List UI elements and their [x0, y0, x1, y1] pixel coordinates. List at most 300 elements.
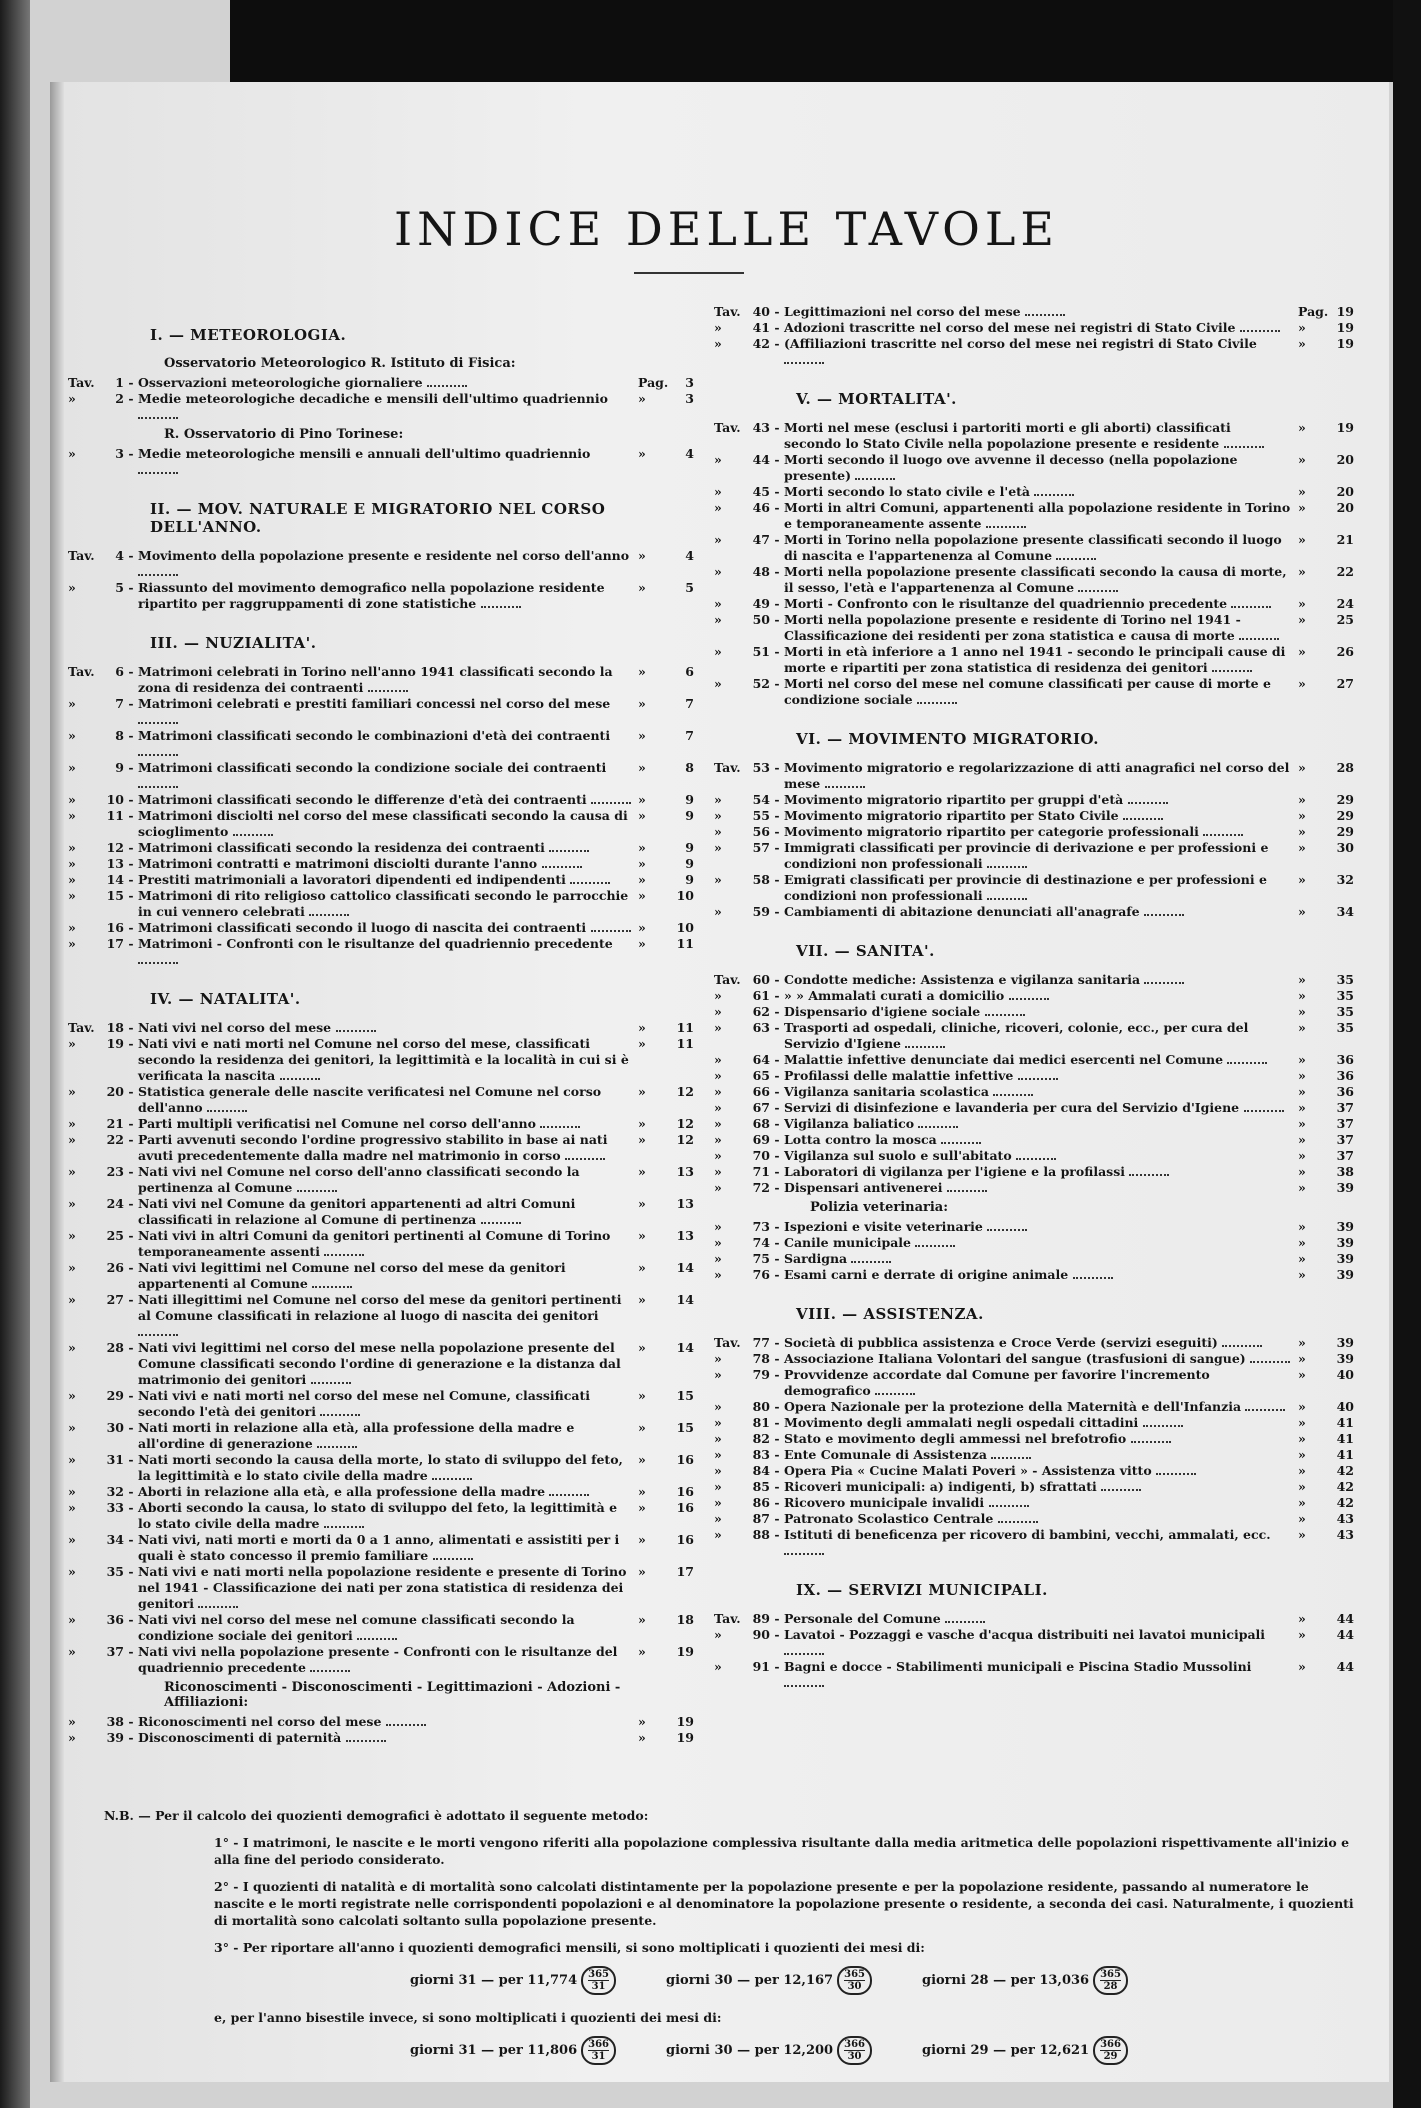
- entry-dash: -: [774, 532, 780, 547]
- page-abbrev: »: [1298, 484, 1306, 499]
- page-abbrev: »: [638, 1020, 646, 1035]
- page-abbrev: »: [1298, 1235, 1306, 1250]
- index-entry: [68, 728, 694, 760]
- table-number: 69: [752, 1132, 770, 1147]
- table-number: 5: [115, 580, 124, 595]
- entry-dash: -: [774, 1004, 780, 1019]
- page-abbrev: »: [1298, 872, 1306, 887]
- index-entry: [714, 1235, 1354, 1251]
- table-number: 64: [752, 1052, 770, 1067]
- table-number: 53: [752, 760, 770, 775]
- table-number: 33: [106, 1500, 124, 1515]
- page-ref: [632, 1612, 694, 1628]
- page-abbrev: »: [1298, 1020, 1306, 1035]
- entry-title: Ricovero municipale invalidi: [784, 1495, 1292, 1511]
- entry-title: Morti nel corso del mese nel comune classificati per cause di morte e condizione sociale: [784, 676, 1271, 707]
- entry-title: Aborti secondo la causa, lo stato di sviluppo del feto, la legittimità e lo stato civile della madre: [138, 1500, 618, 1531]
- entry-title: Ente Comunale di Assistenza: [784, 1447, 1292, 1463]
- table-abbrev: »: [68, 936, 76, 951]
- page-ref: [1292, 1116, 1354, 1132]
- page-abbrev: »: [1298, 1463, 1306, 1478]
- page-abbrev: »: [638, 1564, 646, 1579]
- page-abbrev: »: [638, 936, 646, 951]
- entry-title: Morti in Torino nella popolazione presente classificati secondo il luogo di nascita e l'appartenenza al Comune: [784, 532, 1282, 563]
- page-abbrev: »: [1298, 612, 1306, 627]
- page-number: 20: [1336, 500, 1354, 515]
- section-heading: IX. — SERVIZI MUNICIPALI.: [796, 1581, 1048, 1599]
- page-abbrev: »: [1298, 1164, 1306, 1179]
- index-entry: [714, 1495, 1354, 1511]
- entry-dash: -: [128, 1730, 134, 1745]
- table-number: 44: [752, 452, 770, 467]
- table-number: 52: [752, 676, 770, 691]
- index-entry: [714, 500, 1354, 532]
- page-number: 16: [676, 1452, 694, 1467]
- entry-title: Morti nella popolazione presente e residente di Torino nel 1941 - Classificazione dei residenti per zona statistica e causa di morte: [784, 612, 1292, 644]
- entry-dash: -: [774, 1463, 780, 1478]
- entry-title: Esami carni e derrate di origine animale: [784, 1267, 1292, 1283]
- dot-leader: [986, 526, 1026, 528]
- page-ref: [1292, 760, 1354, 776]
- page-abbrev: »: [1298, 1527, 1306, 1542]
- entry-title: Opera Pia « Cucine Malati Poveri » - Assistenza vitto: [784, 1463, 1292, 1479]
- entry-title: Emigrati classificati per provincie di destinazione e per professioni e condizioni non professionali: [784, 872, 1267, 903]
- dot-leader: [1156, 1473, 1196, 1475]
- fraction-denominator: 30: [847, 2051, 862, 2062]
- table-number: 55: [752, 808, 770, 823]
- page-ref: [1292, 532, 1354, 548]
- table-number: 90: [752, 1627, 770, 1642]
- fraction-numerator: 366: [588, 2039, 609, 2050]
- page-abbrev: »: [1298, 676, 1306, 691]
- index-entry: [714, 904, 1354, 920]
- table-number: 88: [752, 1527, 770, 1542]
- page-ref: [632, 1340, 694, 1356]
- index-entry: [714, 872, 1354, 904]
- table-number: 56: [752, 824, 770, 839]
- entry-dash: -: [128, 1228, 134, 1243]
- table-number: 15: [106, 888, 124, 903]
- table-number: 51: [752, 644, 770, 659]
- dot-leader: [1231, 606, 1271, 608]
- entry-title: Malattie infettive denunciate dai medici esercenti nel Comune: [784, 1052, 1292, 1068]
- index-entry: [714, 1399, 1354, 1415]
- table-abbrev: »: [714, 1511, 722, 1526]
- dot-leader: [1144, 914, 1184, 916]
- entry-title: Medie meteorologiche decadiche e mensili dell'ultimo quadriennio: [138, 391, 632, 423]
- page-number: 36: [1336, 1052, 1354, 1067]
- entry-dash: -: [128, 391, 134, 406]
- table-abbrev: »: [714, 644, 722, 659]
- binding-shadow: [0, 0, 30, 2108]
- page-abbrev: »: [1298, 644, 1306, 659]
- table-abbrev: »: [714, 1495, 722, 1510]
- page-abbrev: »: [1298, 1100, 1306, 1115]
- page-abbrev: »: [638, 1500, 646, 1515]
- page-ref: [632, 1484, 694, 1500]
- page-number: 14: [676, 1260, 694, 1275]
- section-heading: IV. — NATALITA'.: [150, 990, 301, 1008]
- entry-title: Osservazioni meteorologiche giornaliere: [138, 375, 632, 391]
- page-abbrev: »: [1298, 1511, 1306, 1526]
- table-number: 14: [106, 872, 124, 887]
- page-ref: [1292, 676, 1354, 692]
- table-abbrev: »: [714, 824, 722, 839]
- page-abbrev: »: [638, 1036, 646, 1051]
- entry-title: Trasporti ad ospedali, cliniche, ricoveri, colonie, ecc., per cura del Servizio d'Igiene: [784, 1020, 1249, 1051]
- index-entry: [68, 1036, 694, 1084]
- page-ref: [1292, 904, 1354, 920]
- page-abbrev: »: [638, 856, 646, 871]
- page-abbrev: »: [1298, 452, 1306, 467]
- table-abbrev: »: [68, 792, 76, 807]
- table-abbrev: »: [714, 1020, 722, 1035]
- page-abbrev: »: [1298, 972, 1306, 987]
- page-abbrev: »: [638, 1420, 646, 1435]
- table-abbrev: »: [68, 1260, 76, 1275]
- multiplier-formula: [666, 1966, 872, 1995]
- entry-title: Matrimoni celebrati e prestiti familiari concessi nel corso del mese: [138, 696, 632, 728]
- fraction: [1093, 1966, 1128, 1995]
- page-ref: [632, 808, 694, 824]
- index-entry: [68, 936, 694, 968]
- table-number: 78: [752, 1351, 770, 1366]
- page-number: 35: [1336, 1020, 1354, 1035]
- entry-dash: -: [774, 1164, 780, 1179]
- page-number: 3: [685, 375, 694, 390]
- page-number: 10: [676, 920, 694, 935]
- index-entry: [714, 1659, 1354, 1691]
- index-entry: [68, 888, 694, 920]
- formula-label: giorni 31 — per 11,806: [410, 2043, 578, 2058]
- entry-title: Immigrati classificati per provincie di derivazione e per professioni e condizioni non professionali: [784, 840, 1269, 871]
- fraction-denominator: 28: [1103, 1981, 1118, 1992]
- index-entry: [68, 696, 694, 728]
- entry-title: Adozioni trascritte nel corso del mese nei registri di Stato Civile: [784, 320, 1292, 336]
- table-number: 42: [752, 336, 770, 351]
- formula-row-standard: [184, 1966, 1354, 1995]
- table-abbrev: »: [68, 1116, 76, 1131]
- entry-title: Matrimoni classificati secondo le combinazioni d'età dei contraenti: [138, 728, 632, 760]
- entry-title: Morti - Confronto con le risultanze del quadriennio precedente: [784, 596, 1292, 612]
- entry-dash: -: [128, 548, 134, 563]
- page-ref: [1292, 824, 1354, 840]
- table-abbrev: »: [714, 1367, 722, 1382]
- page-ref: [632, 1532, 694, 1548]
- dot-leader: [542, 866, 582, 868]
- page-number: 13: [676, 1196, 694, 1211]
- table-abbrev: »: [68, 728, 76, 743]
- index-entry: [714, 1447, 1354, 1463]
- table-number: 31: [106, 1452, 124, 1467]
- index-entry: [68, 1612, 694, 1644]
- page-abbrev: »: [638, 1714, 646, 1729]
- page-ref: [1292, 1004, 1354, 1020]
- page-ref: [1292, 1463, 1354, 1479]
- dot-leader: [311, 1382, 351, 1384]
- index-entry: [714, 824, 1354, 840]
- page-ref: [1292, 1132, 1354, 1148]
- dot-leader: [336, 1030, 376, 1032]
- dot-leader: [918, 1126, 958, 1128]
- page-ref: [632, 1714, 694, 1730]
- page-number: 38: [1336, 1164, 1354, 1179]
- fraction-numerator: 365: [844, 1969, 865, 1980]
- page-abbrev: »: [1298, 1415, 1306, 1430]
- page-number: 18: [676, 1612, 694, 1627]
- page-number: 20: [1336, 484, 1354, 499]
- page-ref: [632, 391, 694, 407]
- index-entry: [714, 1020, 1354, 1052]
- page-ref: [1292, 1335, 1354, 1351]
- page-abbrev: »: [638, 1116, 646, 1131]
- table-number: 29: [106, 1388, 124, 1403]
- dot-leader: [549, 1494, 589, 1496]
- page-abbrev: Pag.: [1298, 304, 1329, 319]
- index-entry: [68, 1388, 694, 1420]
- entry-dash: -: [774, 1020, 780, 1035]
- table-abbrev: »: [714, 1415, 722, 1430]
- table-number: 28: [106, 1340, 124, 1355]
- dot-leader: [138, 722, 178, 724]
- table-abbrev: »: [68, 1228, 76, 1243]
- table-abbrev: »: [714, 1431, 722, 1446]
- page-ref: [1292, 320, 1354, 336]
- page-abbrev: »: [638, 840, 646, 855]
- table-number: 67: [752, 1100, 770, 1115]
- index-entry: [68, 1260, 694, 1292]
- table-abbrev: »: [68, 1164, 76, 1179]
- table-number: 22: [106, 1132, 124, 1147]
- dot-leader: [905, 1046, 945, 1048]
- table-abbrev: »: [68, 580, 76, 595]
- page-title: INDICE DELLE TAVOLE: [394, 202, 1059, 256]
- entry-dash: -: [774, 972, 780, 987]
- index-entry: [714, 304, 1354, 320]
- page-ref: [1292, 872, 1354, 888]
- index-entry: [68, 375, 694, 391]
- page-number: 40: [1336, 1367, 1354, 1382]
- page-abbrev: »: [1298, 1068, 1306, 1083]
- entry-dash: -: [774, 336, 780, 351]
- index-entry: [68, 1020, 694, 1036]
- entry-dash: -: [128, 840, 134, 855]
- page-ref: [1292, 972, 1354, 988]
- index-entry: [714, 452, 1354, 484]
- entry-title: Vigilanza sanitaria scolastica: [784, 1084, 1292, 1100]
- index-entry: [68, 1730, 694, 1746]
- entry-dash: -: [128, 1452, 134, 1467]
- page-ref: [1292, 336, 1354, 352]
- entry-dash: -: [774, 872, 780, 887]
- page-number: 44: [1336, 1659, 1354, 1674]
- page-abbrev: »: [1298, 824, 1306, 839]
- entry-dash: -: [774, 840, 780, 855]
- index-entry: [714, 564, 1354, 596]
- page-abbrev: »: [1298, 564, 1306, 579]
- dot-leader: [1250, 1361, 1290, 1363]
- dot-leader: [1227, 1062, 1267, 1064]
- index-entry: [68, 1564, 694, 1612]
- page-number: 39: [1336, 1335, 1354, 1350]
- dot-leader: [987, 898, 1027, 900]
- index-entry: [68, 1500, 694, 1532]
- table-abbrev: »: [68, 808, 76, 823]
- entry-title: Movimento migratorio ripartito per categorie professionali: [784, 824, 1292, 840]
- page-abbrev: »: [638, 548, 646, 563]
- table-number: 11: [106, 808, 124, 823]
- dot-leader: [138, 574, 178, 576]
- index-entry: [68, 1420, 694, 1452]
- entry-dash: -: [774, 760, 780, 775]
- entry-title: Nati vivi e nati morti nel corso del mese nel Comune, classificati secondo l'età dei genitori: [138, 1388, 590, 1419]
- page-abbrev: »: [1298, 1495, 1306, 1510]
- table-number: 41: [752, 320, 770, 335]
- table-number: 63: [752, 1020, 770, 1035]
- dot-leader: [947, 1190, 987, 1192]
- entry-title: Nati vivi, nati morti e morti da 0 a 1 anno, alimentati e assistiti per i quali è stato concesso il premio familiare: [138, 1532, 620, 1563]
- page-ref: [632, 728, 694, 744]
- index-entry: [714, 1431, 1354, 1447]
- index-entry: [68, 580, 694, 612]
- dot-leader: [570, 882, 610, 884]
- dot-leader: [1025, 314, 1065, 316]
- entry-dash: -: [128, 1420, 134, 1435]
- table-number: 38: [106, 1714, 124, 1729]
- dot-leader: [1123, 818, 1163, 820]
- page-ref: [1292, 1148, 1354, 1164]
- multiplier-formula: [922, 2036, 1128, 2065]
- entry-dash: -: [774, 564, 780, 579]
- title-underline: [634, 272, 744, 274]
- entry-title: Parti avvenuti secondo l'ordine progressivo stabilito in base ai nati avuti precedentemente dalla madre nel matrimonio in corso: [138, 1132, 608, 1163]
- page-ref: [632, 1196, 694, 1212]
- page-ref: [1292, 1611, 1354, 1627]
- page-number: 3: [685, 391, 694, 406]
- page-number: 9: [685, 856, 694, 871]
- entry-title: Morti in altri Comuni, appartenenti alla popolazione residente in Torino e temporaneamente assente: [784, 500, 1291, 531]
- index-entry: [68, 760, 694, 792]
- entry-dash: -: [128, 1132, 134, 1147]
- index-entry: [68, 1196, 694, 1228]
- dot-leader: [297, 1190, 337, 1192]
- page-number: 11: [676, 1036, 694, 1051]
- table-abbrev: Tav.: [68, 664, 95, 679]
- table-number: 79: [752, 1367, 770, 1382]
- page-ref: [632, 1292, 694, 1308]
- page-ref: [1292, 988, 1354, 1004]
- page-number: 14: [676, 1340, 694, 1355]
- page-abbrev: »: [1298, 1611, 1306, 1626]
- page-number: 12: [676, 1132, 694, 1147]
- section-heading: II. — MOV. NATURALE E MIGRATORIO NEL CORSO DELL'ANNO.: [150, 500, 606, 536]
- entry-title: Dispensario d'igiene sociale: [784, 1004, 1292, 1020]
- page-abbrev: »: [1298, 1219, 1306, 1234]
- page-number: 36: [1336, 1068, 1354, 1083]
- entry-dash: -: [774, 1267, 780, 1282]
- entry-dash: -: [774, 596, 780, 611]
- dot-leader: [317, 1446, 357, 1448]
- entry-title: Patronato Scolastico Centrale: [784, 1511, 1292, 1527]
- page-ref: [632, 856, 694, 872]
- page-number: 37: [1336, 1100, 1354, 1115]
- table-number: 46: [752, 500, 770, 515]
- entry-title: Stato e movimento degli ammessi nel brefotrofio: [784, 1431, 1292, 1447]
- section-heading: VII. — SANITA'.: [796, 942, 935, 960]
- page-ref: [1292, 1164, 1354, 1180]
- table-abbrev: »: [68, 1388, 76, 1403]
- page-ref: [632, 375, 694, 391]
- entry-title: Bagni e docce - Stabilimenti municipali e Piscina Stadio Mussolini: [784, 1659, 1292, 1691]
- page-abbrev: »: [1298, 1116, 1306, 1131]
- table-abbrev: »: [714, 1235, 722, 1250]
- dot-leader: [320, 1414, 360, 1416]
- page-ref: [632, 696, 694, 712]
- page-ref: [632, 1500, 694, 1516]
- dot-leader: [825, 786, 865, 788]
- page-abbrev: »: [1298, 904, 1306, 919]
- entry-dash: -: [128, 1292, 134, 1307]
- page-number: 39: [1336, 1219, 1354, 1234]
- note-point-4: e, per l'anno bisestile invece, si sono moltiplicati i quozienti dei mesi di:: [214, 2010, 722, 2025]
- entry-title: (Affiliazioni trascritte nel corso del mese nei registri di Stato Civile: [784, 336, 1292, 368]
- page-abbrev: »: [1298, 320, 1306, 335]
- section-heading: V. — MORTALITA'.: [796, 390, 957, 408]
- index-entry: [714, 792, 1354, 808]
- entry-title: Nati vivi legittimi nel Comune nel corso del mese da genitori appartenenti al Comune: [138, 1260, 566, 1291]
- entry-dash: -: [774, 1479, 780, 1494]
- scan-right-border: [1393, 0, 1421, 2108]
- dot-leader: [1245, 1409, 1285, 1411]
- page-number: 42: [1336, 1495, 1354, 1510]
- document-page: [64, 82, 1389, 2082]
- entry-title: Morti secondo il luogo ove avvenne il decesso (nella popolazione presente): [784, 452, 1238, 483]
- entry-title: » » Ammalati curati a domicilio: [784, 988, 1292, 1004]
- table-abbrev: »: [68, 856, 76, 871]
- page-number: 42: [1336, 1479, 1354, 1494]
- dot-leader: [386, 1724, 426, 1726]
- page-number: 39: [1336, 1267, 1354, 1282]
- index-entry: [68, 1452, 694, 1484]
- page-number: 44: [1336, 1611, 1354, 1626]
- formula-label: giorni 30 — per 12,167: [666, 1973, 834, 1988]
- table-number: 26: [106, 1260, 124, 1275]
- page-abbrev: »: [1298, 500, 1306, 515]
- table-number: 30: [106, 1420, 124, 1435]
- entry-dash: -: [774, 500, 780, 515]
- index-entry: [714, 420, 1354, 452]
- table-abbrev: »: [68, 872, 76, 887]
- table-abbrev: »: [714, 452, 722, 467]
- dot-leader: [1018, 1078, 1058, 1080]
- table-number: 80: [752, 1399, 770, 1414]
- index-entry: [68, 792, 694, 808]
- entry-dash: -: [774, 1180, 780, 1195]
- page-abbrev: »: [638, 1612, 646, 1627]
- table-abbrev: »: [714, 564, 722, 579]
- table-number: 72: [752, 1180, 770, 1195]
- table-abbrev: »: [714, 1164, 722, 1179]
- index-entry: [68, 664, 694, 696]
- page-abbrev: »: [638, 446, 646, 461]
- table-abbrev: »: [714, 1148, 722, 1163]
- note-intro: N.B. — Per il calcolo dei quozienti demografici è adottato il seguente metodo:: [104, 1808, 649, 1823]
- table-abbrev: »: [714, 1399, 722, 1414]
- multiplier-formula: [410, 1966, 616, 1995]
- table-number: 16: [106, 920, 124, 935]
- page-number: 32: [1336, 872, 1354, 887]
- page-number: 11: [676, 936, 694, 951]
